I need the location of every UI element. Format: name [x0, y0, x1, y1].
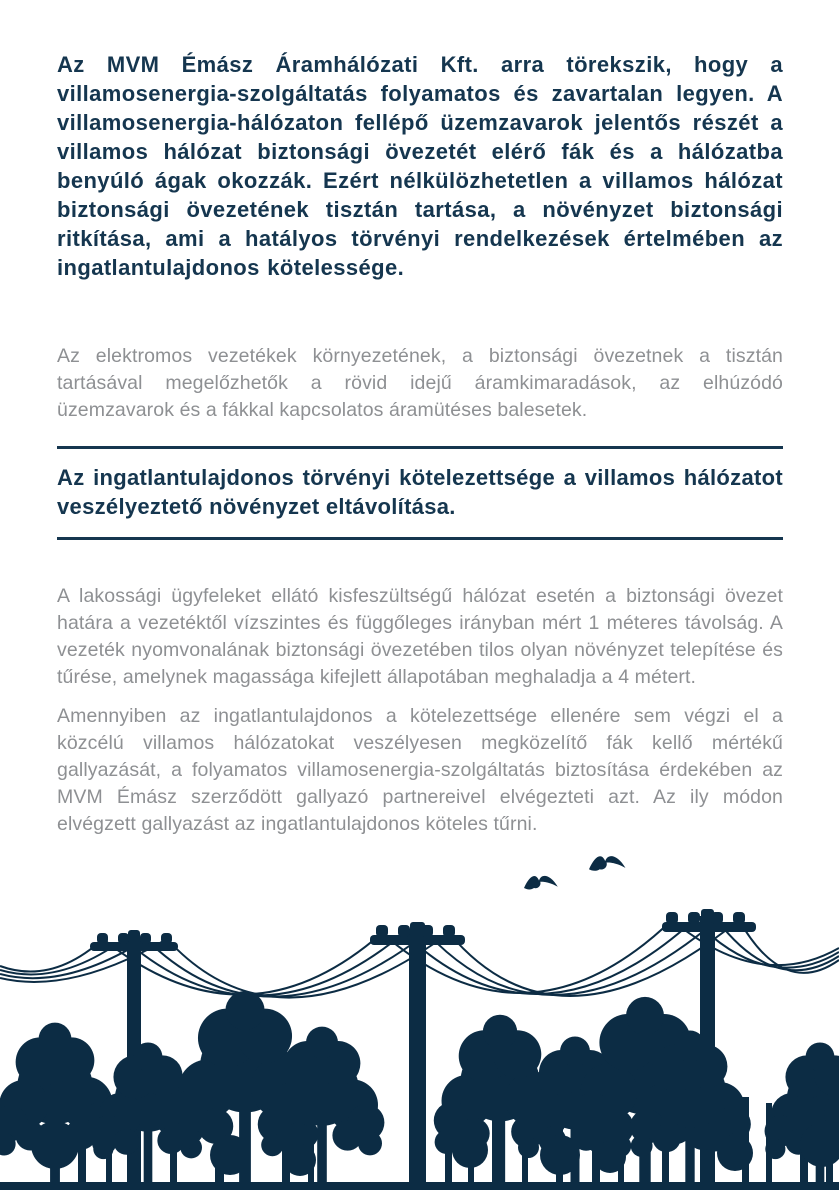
- divider-rule-bottom: [57, 537, 783, 540]
- enforcement-paragraph: Amennyiben az ingatlantulajdonos a kötelezettsége ellenére sem végzi el a közcélú villamos hálózatokat veszélyesen megközelítő fák kellő mértékű gallyazását, a folyamatos villamosenergia-szolgáltatás biztosítása érdekében az MVM Émász szerződött gallyazó partnereivel elvégezteti azt. Az ily módon elvégzett gallyazást az ingatlantulajdonos köteles tűrni.: [57, 705, 783, 835]
- prevention-paragraph: Az elektromos vezetékek környezetének, a biztonsági övezetnek a tisztán tartásával megelőzhetők a rövid idejű áramkimaradások, az elhúzódó üzemzavarok és a fákkal kapcsolatos áramütéses balesetek.: [57, 345, 783, 421]
- intro-bold-paragraph: Az MVM Émász Áramhálózati Kft. arra törekszik, hogy a villamosenergia-szolgáltatás folyamatos és zavartalan legyen. A villamosenergia-hálózaton fellépő üzemzavarok jelentős részét a villamos hálózat biztonsági övezetét elérő fák és a hálózatba benyúló ágak okozzák. Ezért nélkülözhetetlen a villamos hálózat biztonsági övezetének tisztán tartása, a növényzet biztonsági ritkítása, ami a hatályos törvényi rendelkezések értelmében az ingatlantulajdonos kötelessége.: [57, 52, 783, 280]
- divider-rule-top: [57, 446, 783, 449]
- power-lines-trees-illustration: [0, 845, 839, 1190]
- ground-bar: [0, 1182, 839, 1190]
- bird-icon: [524, 876, 558, 890]
- bird-icon: [589, 856, 625, 871]
- safety-zone-paragraph: A lakossági ügyfeleket ellátó kisfeszültségű hálózat esetén a biztonsági övezet határa a vezetéktől vízszintes és függőleges irányban mért 1 méteres távolság. A vezeték nyomvonalának biztonsági övezetében tilos olyan növényzet telepítése és tűrése, amelynek magassága kifejlett állapotában meghaladja a 4 métert.: [57, 585, 783, 688]
- callout-heading: Az ingatlantulajdonos törvényi kötelezettsége a villamos hálózatot veszélyeztető növényzet eltávolítása.: [57, 465, 783, 519]
